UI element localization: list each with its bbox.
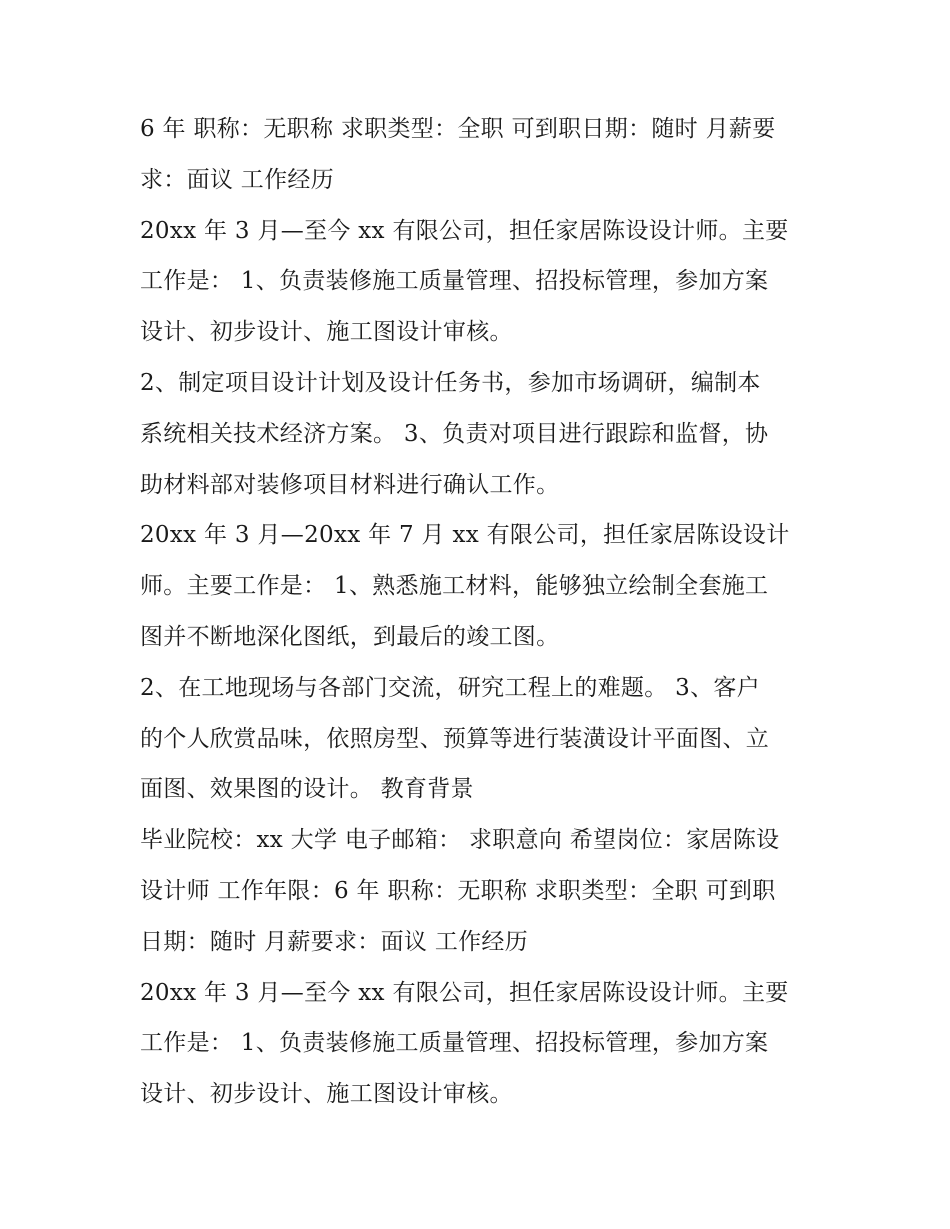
text-line: 20xx 年 3 月—至今 xx 有限公司，担任家居陈设设计师。主要: [140, 979, 789, 1006]
text-line: 设计、初步设计、施工图设计审核。: [140, 319, 513, 346]
text-line: 工作是： 1、负责装修施工质量管理、招投标管理，参加方案: [140, 1030, 769, 1057]
text-line: 毕业院校：xx 大学 电子邮箱： 求职意向 希望岗位：家居陈设: [140, 827, 780, 854]
text-line: 日期：随时 月薪要求：面议 工作经历: [140, 928, 529, 955]
text-line: 面图、效果图的设计。 教育背景: [140, 776, 474, 803]
text-line: 设计师 工作年限：6 年 职称：无职称 求职类型：全职 可到职: [140, 877, 776, 904]
text-line: 工作是： 1、负责装修施工质量管理、招投标管理，参加方案: [140, 268, 769, 295]
text-line: 系统相关技术经济方案。 3、负责对项目进行跟踪和监督，协: [140, 420, 769, 447]
text-line: 20xx 年 3 月—20xx 年 7 月 xx 有限公司，担任家居陈设设计: [140, 522, 790, 549]
text-line: 求：面议 工作经历: [140, 166, 335, 193]
text-line: 2、制定项目设计计划及设计任务书，参加市场调研，编制本: [140, 369, 761, 396]
text-line: 2、在工地现场与各部门交流，研究工程上的难题。 3、客户: [140, 674, 760, 701]
text-line: 图并不断地深化图纸，到最后的竣工图。: [140, 623, 560, 650]
text-line: 助材料部对装修项目材料进行确认工作。: [140, 471, 560, 498]
text-line: 6 年 职称：无职称 求职类型：全职 可到职日期：随时 月薪要: [140, 116, 776, 142]
text-line: 的个人欣赏品味，依照房型、预算等进行装潢设计平面图、立: [140, 725, 770, 752]
text-line: 20xx 年 3 月—至今 xx 有限公司，担任家居陈设设计师。主要: [140, 217, 789, 244]
document-body: [140, 104, 820, 1120]
text-line: 师。主要工作是： 1、熟悉施工材料，能够独立绘制全套施工: [140, 573, 769, 600]
text-line: 设计、初步设计、施工图设计审核。: [140, 1081, 513, 1108]
